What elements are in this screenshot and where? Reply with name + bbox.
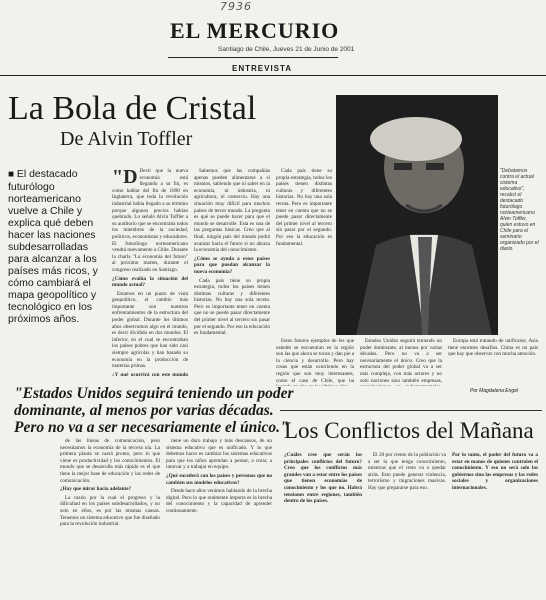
article-column-1 <box>112 168 188 376</box>
dateline: Santiago de Chile, Jueves 21 de Junio de 2001 <box>218 46 355 53</box>
photo-credit: Por Magdalena Engel <box>470 388 519 394</box>
sidebar-column-3 <box>452 452 538 596</box>
interview-question: ¿Cómo evalúa la situación del mundo actual? <box>112 275 188 289</box>
top-rule <box>168 57 338 58</box>
article-paragraph: de las líneas de comunicación, pero necesitamos la economía de la tercera ola. La primera planta se caerá pronto, pero lo que viene es productividad y los conocimientos. El mundo que se desarrolla más rápido es el que tiene la mejor base de educación y las redes de comunicación. <box>60 438 160 484</box>
article-column-3 <box>276 338 354 386</box>
article-column-5 <box>448 338 538 386</box>
sidebar-paragraph: ¿Cuáles cree que serán los principales conflictos del futuro? Creo que los conflictos más grandes van a estar entre los países que tienen economías de conocimiento y los que no. Habrá tensiones entre regiones, también dentro de los países. <box>284 452 362 505</box>
interview-question: ¿Hay que mirar hacia adelante? <box>60 486 132 493</box>
section-rule <box>0 75 546 76</box>
article-paragraph: Decir que la nueva economía está llegando a su fin, es como hablar del fin de 1890 en Inglaterra, que toda la revolución industrial había llegado a su término porque algunos precios habían quebrado. Lo señaló Alvin Toffler a su auditorio que se encontraba todos los miembros de la sociedad, políticos, economistas y educadores. El futurólogo norteamericano vendrá nuevamente a Chile. Durante la charla "La economía del futuro" al próximo martes, durante el congreso realizado en Santiago. <box>112 168 188 273</box>
sidebar-title: Los Conflictos del Mañana <box>284 418 534 443</box>
sidebar-column-2 <box>368 452 446 596</box>
subheadline: De Alvin Toffler <box>60 128 193 150</box>
portrait-photo <box>336 95 498 335</box>
interview-question: ¿Cómo se ayuda a estos países para que puedan alcanzar la nueva economía? <box>194 255 270 275</box>
bullet-icon: ■ <box>8 169 17 180</box>
article-paragraph: Estamos en un punto de vista geopolítico, el cambio más importante son nuestros enfrentamientos de la estructura del poder global. Durante los últimos años observamos algo en el mundo, es decir dividido en dos mundos. El inferior, en el cual se encontraban los países pobres que han sido casi siempre agrícolas y han basado su economía en la producción de materias primas. <box>112 290 188 370</box>
pull-quote: "Estados Unidos seguirá teniendo un poder dominante, al menos por varias décadas. Pero no va a ser necesariamente el único." <box>14 385 294 436</box>
article-paragraph: La razón por la cual el progreso y la dificultad en los países subdesarrollados, y no solo en ellos, es por las mismas causas. Tenemos un sistema educativo que fue diseñado para la revolución industrial. <box>60 494 160 528</box>
article-column-4 <box>360 338 442 386</box>
article-paragraph: Sabemos que las compañías apenas pueden alimentarse a sí mismos, sabiendo que ni saber en la economía, ni industria, ni agricultura, ni comercio. Hay una situación muy difícil para muchos países de tercer mundo. La pregunta es qué se puede hacer para que el mundo se desarrolle. Esta es una de las preguntas básicas. Creo que al final, ningún país del mundo podrá avanzar hacia el futuro si no abraza la economía del conocimiento. <box>194 168 270 254</box>
article-column-2 <box>194 168 270 376</box>
portrait-illustration <box>336 95 498 335</box>
section-label: ENTREVISTA <box>232 64 293 73</box>
headline: La Bola de Cristal <box>8 90 257 127</box>
article-paragraph: Cada país tiene su propia estrategia, todos los países tienen distintas culturas y diferentes historias. No hay una sola receta. Pero es importante tener en cuenta que no se puede pasar directamente del primer nivel al tercero sin pasar por el segundo. Por eso la educación es fundamental. <box>194 277 270 337</box>
article-paragraph: Europa está tratando de unificarse, Asia tiene enormes desafíos. China es un país que hay que observar con mucha atención. <box>448 338 538 358</box>
dropcap: "D <box>112 168 138 188</box>
deck-text: El destacado futurólogo norteamericano vuelve a Chile y explica qué deben hacer las naciones subdesarrolladas para alcanzar a los países más ricos, y cómo cambiará el mapa geopolítico y tecnológico en los próximos años. <box>8 168 98 325</box>
sidebar-paragraph: El 20 por ciento de la población va a ser la que tenga conocimiento, mientras que el resto va a quedar atrás. Esto puede generar violencia, terrorismo y migraciones masivas. Hay que prepararse para eso. <box>368 452 446 491</box>
deck-summary <box>8 168 106 325</box>
article-paragraph: Estados Unidos seguirá teniendo un poder dominante, al menos por varias décadas. Pero no va a ser necesariamente el único. Creo que la estructura del poder global va a ser más compleja, con más actores y no solo naciones sino también empresas, <box>360 338 442 384</box>
sidebar-paragraph: Por lo tanto, el poder del futuro va a estar en manos de quienes controlen el conocimiento. Y eso no será solo los gobiernos sino las empresas y las redes sociales y organizaciones internacionales. <box>452 452 538 491</box>
lower-article-column-2 <box>166 438 272 596</box>
article-paragraph: Cada país tiene su propia estrategia, todos los países tienen distintas culturas y diferentes historias. No hay una sola receta. Pero es importante tener en cuenta que no se puede pasar directamente del primer nivel al tercero sin pasar por el segundo. Por eso la educación es fundamental. <box>276 168 332 247</box>
handwritten-number: 7936 <box>220 0 252 13</box>
article-paragraph: tiene un duro trabajo y más descansos, de un sistema educativo que es unificado. Y lo que debemos hacer es cambiar los sistemas educativos para que los niños aprendan a pensar, a crear, a innovar y a trabajar en equipo. <box>166 438 272 471</box>
newspaper-masthead: EL MERCURIO <box>170 18 340 43</box>
article-column-photo-left <box>276 168 332 334</box>
photo-caption: "Debatamos contra el actual sistema educativo", recalcó el destacado futurólogo norteamericano Alvin Toffler, quien estuvo en Chile para el seminario organizado por el diario. <box>500 168 539 252</box>
sidebar-column-1 <box>284 452 362 596</box>
interview-question: ¿Y qué ocurrirá con este mundo <box>112 371 188 376</box>
lower-article-column-1 <box>60 438 160 596</box>
article-paragraph: Estos futuros ejemplos de los que ustedes se encuentran en la región son las que ahora se tocan y dan pie a la ciencia y desarrollo. Pero hay cosas que están ocurriendo en la región que son muy interesantes, como el caso de Chile, que ha <box>276 338 354 384</box>
interview-question: ¿Qué sucederá con los países y personas que no cambien sus modelos educativos? <box>166 472 272 486</box>
article-paragraph: Desde hace años venimos hablando de la brecha digital. Pero lo que realmente importa es la brecha del conocimiento y la capacidad de aprender continuamente. <box>166 488 272 514</box>
